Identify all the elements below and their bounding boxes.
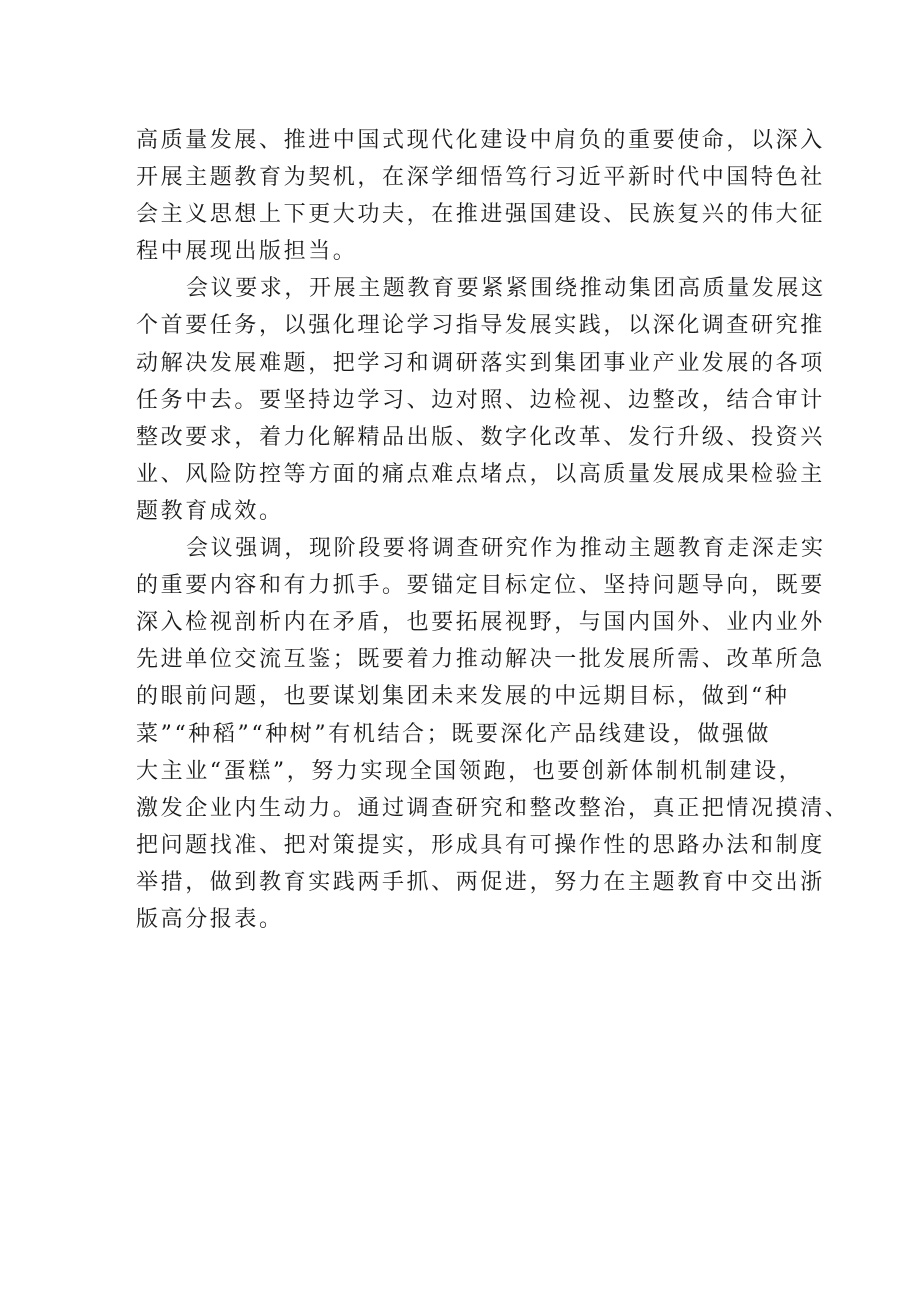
text-line: 整改要求，着力化解精品出版、数字化改革、发行升级、投资兴 — [136, 424, 825, 450]
text-line: 会主义思想上下更大功夫，在推进强国建设、民族复兴的伟大征 — [136, 202, 825, 228]
text-line: 高质量发展、推进中国式现代化建设中肩负的重要使命，以深入 — [136, 128, 825, 153]
text-line: 举措，做到教育实践两手抓、两促进，努力在主题教育中交出浙 — [136, 869, 825, 895]
text-line: 把问题找准、把对策提实，形成具有可操作性的思路办法和制度 — [136, 832, 825, 858]
text-line: 会议要求，开展主题教育要紧紧围绕推动集团高质量发展这 — [186, 276, 826, 302]
text-line: 动解决发展难题，把学习和调研落实到集团事业产业发展的各项 — [136, 350, 825, 376]
document-body — [136, 122, 850, 938]
text-line: 激发企业内生动力。通过调查研究和整改整治，真正把情况摸清、 — [136, 795, 850, 821]
text-line: 开展主题教育为契机，在深学细悟笃行习近平新时代中国特色社 — [136, 165, 825, 191]
text-line: 先进单位交流互鉴；既要着力推动解决一批发展所需、改革所急 — [136, 647, 825, 673]
text-line: 的眼前问题，也要谋划集团未来发展的中远期目标，做到“种 — [136, 684, 790, 710]
text-line: 大主业“蛋糕”，努力实现全国领跑，也要创新体制机制建设， — [136, 758, 804, 784]
text-line: 题教育成效。 — [136, 498, 284, 524]
text-line: 的重要内容和有力抓手。要锚定目标定位、坚持问题导向，既要 — [136, 573, 825, 599]
text-line: 深入检视剖析内在矛盾，也要拓展视野，与国内国外、业内业外 — [136, 610, 825, 636]
text-line: 程中展现出版担当。 — [136, 239, 358, 265]
text-line: 版高分报表。 — [136, 906, 284, 932]
text-line: 业、风险防控等方面的痛点难点堵点，以高质量发展成果检验主 — [136, 461, 825, 487]
text-line: 个首要任务，以强化理论学习指导发展实践，以深化调查研究推 — [136, 313, 825, 339]
paragraph — [136, 530, 850, 938]
paragraph — [136, 270, 826, 530]
text-line: 菜”“种稻”“种树”有机结合；既要深化产品线建设，做强做 — [136, 721, 772, 747]
paragraph — [136, 122, 825, 270]
text-line: 会议强调，现阶段要将调查研究作为推动主题教育走深走实 — [186, 536, 826, 562]
text-line: 任务中去。要坚持边学习、边对照、边检视、边整改，结合审计 — [136, 387, 825, 413]
